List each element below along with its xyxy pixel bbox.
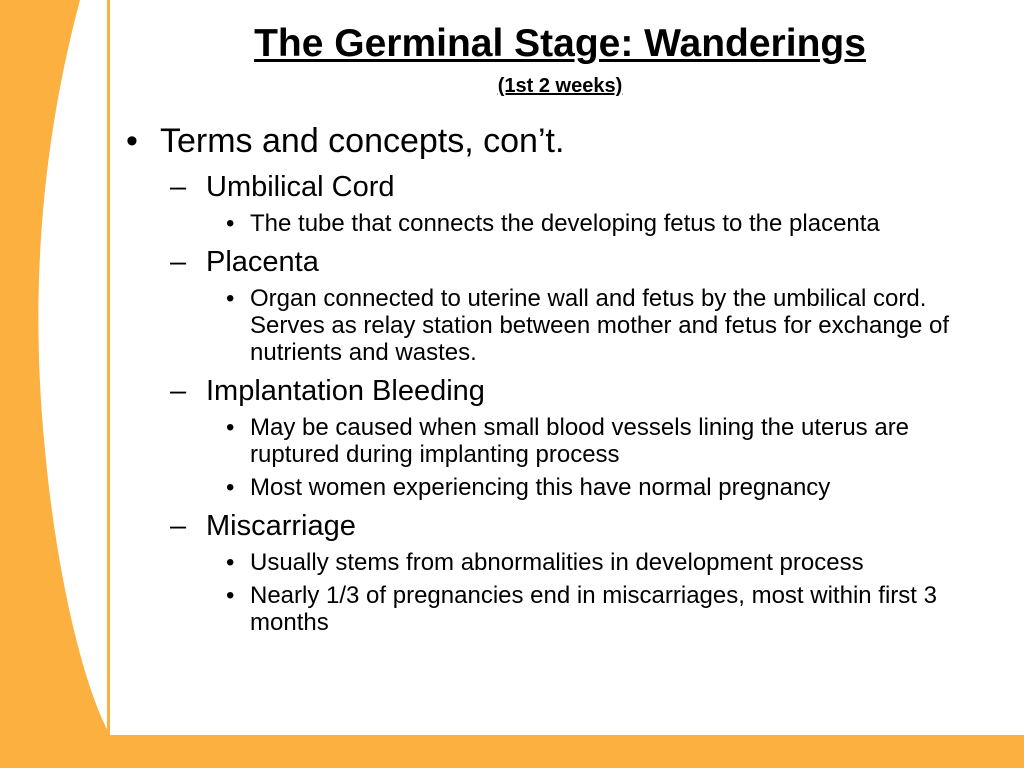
term-detail-text: May be caused when small blood vessels lining the uterus are ruptured during implanting process [250,414,910,468]
dash-marker: – [170,246,187,278]
bullet-marker: • [226,474,235,501]
bullet-marker: • [226,285,235,312]
term-label: Placenta [206,246,319,278]
title-block [110,20,1010,98]
main-bullet-text: Terms and concepts, con’t. [160,122,565,160]
term-detail [118,549,998,576]
term-miscarriage [118,509,998,543]
term-placenta [118,245,998,279]
bullet-marker: • [226,582,235,609]
dash-marker: – [170,510,187,542]
bullet-marker: • [126,122,138,160]
term-implantation-bleeding [118,374,998,408]
term-detail [118,414,998,468]
term-detail-text: Nearly 1/3 of pregnancies end in miscarriages, most within first 3 months [250,582,937,636]
term-label: Implantation Bleeding [206,375,485,407]
term-detail [118,210,998,237]
slide-title: The Germinal Stage: Wanderings [254,22,866,65]
term-detail-text: The tube that connects the developing fetus to the placenta [250,210,880,237]
term-detail [118,582,998,636]
term-detail-text: Organ connected to uterine wall and fetus by the umbilical cord. Serves as relay station between mother and fetus for exchange of nutrients and wastes. [250,285,950,366]
slide-subtitle: (1st 2 weeks) [497,75,623,97]
term-detail [118,285,998,366]
bullet-marker: • [226,210,235,237]
term-label: Miscarriage [206,510,356,542]
dash-marker: – [170,171,187,203]
term-label: Umbilical Cord [206,171,395,203]
term-detail [118,474,998,501]
term-umbilical-cord [118,170,998,204]
slide-body [118,120,998,636]
main-bullet [118,120,998,162]
dash-marker: – [170,375,187,407]
term-detail-text: Most women experiencing this have normal pregnancy [250,474,831,501]
bullet-marker: • [226,414,235,441]
term-detail-text: Usually stems from abnormalities in development process [250,549,864,576]
bullet-marker: • [226,549,235,576]
